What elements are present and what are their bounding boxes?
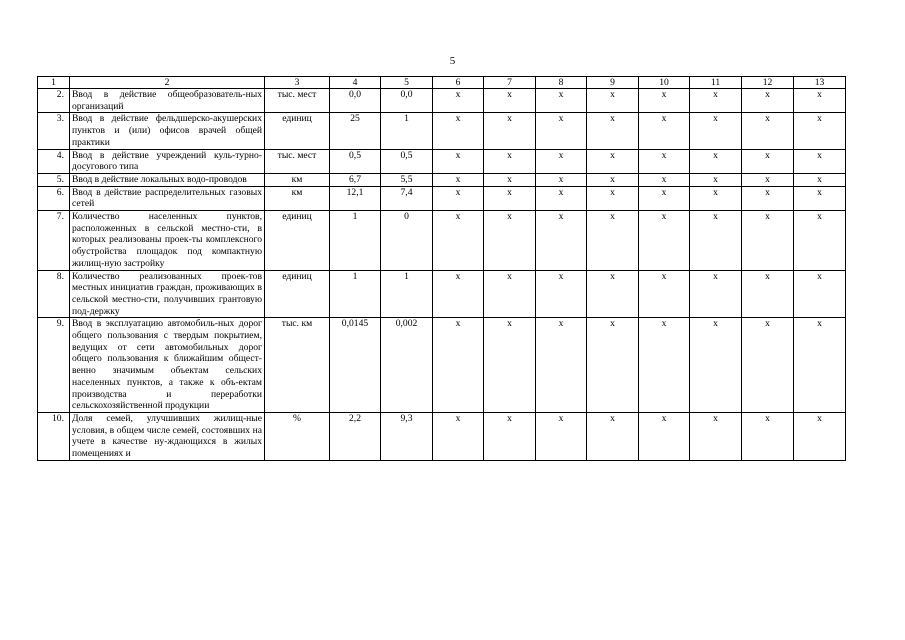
value-col13: x [794, 318, 846, 413]
value-col9: x [587, 211, 639, 271]
row-number: 4. [38, 149, 70, 173]
table-row [38, 173, 846, 186]
value-col5: 0,0 [381, 89, 433, 113]
value-col5: 5,5 [381, 173, 433, 186]
unit-cell: тыс. мест [265, 149, 330, 173]
unit-cell: единиц [265, 113, 330, 149]
indicator-name: Количество населенных пунктов, расположенных в сельской местно-сти, в которых реализованы проек-ты комплексного обустройства площадок под компактную жилищ-ную застройку [70, 211, 265, 271]
value-col8: x [536, 149, 587, 173]
value-col6: x [433, 89, 484, 113]
row-number: 6. [38, 186, 70, 210]
value-col11: x [690, 211, 742, 271]
value-col10: x [639, 211, 690, 271]
value-col10: x [639, 270, 690, 318]
indicator-name: Количество реализованных проек-тов местных инициатив граждан, проживающих в сельской местно-сти, получивших грантовую под-держку [70, 270, 265, 318]
value-col7: x [484, 186, 536, 210]
column-header: 8 [536, 77, 587, 89]
value-col11: x [690, 113, 742, 149]
value-col6: x [433, 211, 484, 271]
value-col12: x [742, 149, 794, 173]
indicator-name: Доля семей, улучшивших жилищ-ные условия, в общем числе семей, состоявших на учете в качестве ну-ждающихся в жилых помещениях и [70, 412, 265, 460]
value-col9: x [587, 173, 639, 186]
value-col7: x [484, 149, 536, 173]
value-col4: 6,7 [330, 173, 381, 186]
value-col12: x [742, 270, 794, 318]
value-col5: 7,4 [381, 186, 433, 210]
value-col4: 0,0145 [330, 318, 381, 413]
row-number: 2. [38, 89, 70, 113]
indicator-name: Ввод в действие распределительных газовых сетей [70, 186, 265, 210]
unit-cell: % [265, 412, 330, 460]
value-col6: x [433, 318, 484, 413]
column-header: 4 [330, 77, 381, 89]
value-col5: 0,002 [381, 318, 433, 413]
column-header: 11 [690, 77, 742, 89]
table-row [38, 89, 846, 113]
value-col6: x [433, 149, 484, 173]
indicator-name: Ввод в действие локальных водо-проводов [70, 173, 265, 186]
value-col4: 2,2 [330, 412, 381, 460]
table-row [38, 318, 846, 413]
value-col10: x [639, 412, 690, 460]
value-col11: x [690, 270, 742, 318]
unit-cell: тыс. мест [265, 89, 330, 113]
value-col6: x [433, 113, 484, 149]
table-row [38, 270, 846, 318]
row-number: 10. [38, 412, 70, 460]
column-header: 7 [484, 77, 536, 89]
value-col10: x [639, 318, 690, 413]
value-col6: x [433, 173, 484, 186]
value-col9: x [587, 270, 639, 318]
value-col13: x [794, 173, 846, 186]
value-col4: 12,1 [330, 186, 381, 210]
column-number-row [38, 77, 846, 89]
value-col13: x [794, 211, 846, 271]
indicator-name: Ввод в действие фельдшерско-акушерских пунктов и (или) офисов врачей общей практики [70, 113, 265, 149]
value-col13: x [794, 186, 846, 210]
value-col6: x [433, 270, 484, 318]
row-number: 8. [38, 270, 70, 318]
value-col5: 0 [381, 211, 433, 271]
value-col12: x [742, 186, 794, 210]
value-col12: x [742, 173, 794, 186]
value-col13: x [794, 89, 846, 113]
value-col9: x [587, 113, 639, 149]
page-number: 5 [449, 55, 456, 67]
value-col8: x [536, 186, 587, 210]
value-col8: x [536, 412, 587, 460]
value-col11: x [690, 89, 742, 113]
unit-cell: км [265, 186, 330, 210]
value-col5: 0,5 [381, 149, 433, 173]
value-col4: 1 [330, 270, 381, 318]
value-col4: 1 [330, 211, 381, 271]
column-header: 13 [794, 77, 846, 89]
value-col9: x [587, 412, 639, 460]
unit-cell: км [265, 173, 330, 186]
value-col7: x [484, 89, 536, 113]
value-col6: x [433, 186, 484, 210]
value-col10: x [639, 186, 690, 210]
table-row [38, 412, 846, 460]
table-row [38, 113, 846, 149]
value-col8: x [536, 211, 587, 271]
value-col4: 25 [330, 113, 381, 149]
column-header: 5 [381, 77, 433, 89]
table-row [38, 149, 846, 173]
column-header: 9 [587, 77, 639, 89]
indicator-name: Ввод в эксплуатацию автомобиль-ных дорог общего пользования с твердым покрытием, ведущих от сети автомобильных дорог общего пользования к ближайшим общест-венно значимым объектам сельских населенных пунктов, а также к объ-ектам производства и переработки сельскохозяйственной продукции [70, 318, 265, 413]
value-col8: x [536, 270, 587, 318]
row-number: 3. [38, 113, 70, 149]
table-row [38, 211, 846, 271]
column-header: 12 [742, 77, 794, 89]
value-col8: x [536, 318, 587, 413]
value-col4: 0,5 [330, 149, 381, 173]
value-col5: 1 [381, 113, 433, 149]
value-col7: x [484, 113, 536, 149]
value-col9: x [587, 318, 639, 413]
unit-cell: единиц [265, 270, 330, 318]
indicators-table [37, 76, 846, 461]
value-col7: x [484, 211, 536, 271]
value-col13: x [794, 149, 846, 173]
unit-cell: тыс. км [265, 318, 330, 413]
value-col12: x [742, 113, 794, 149]
value-col13: x [794, 113, 846, 149]
column-header: 6 [433, 77, 484, 89]
value-col11: x [690, 173, 742, 186]
value-col9: x [587, 186, 639, 210]
value-col5: 9,3 [381, 412, 433, 460]
column-header: 10 [639, 77, 690, 89]
indicator-name: Ввод в действие общеобразователь-ных организаций [70, 89, 265, 113]
column-header: 1 [38, 77, 70, 89]
value-col10: x [639, 173, 690, 186]
column-header: 2 [70, 77, 265, 89]
value-col7: x [484, 173, 536, 186]
value-col13: x [794, 412, 846, 460]
table-row [38, 186, 846, 210]
value-col7: x [484, 318, 536, 413]
value-col11: x [690, 149, 742, 173]
column-header: 3 [265, 77, 330, 89]
value-col12: x [742, 412, 794, 460]
value-col5: 1 [381, 270, 433, 318]
value-col12: x [742, 211, 794, 271]
value-col10: x [639, 149, 690, 173]
value-col13: x [794, 270, 846, 318]
indicator-name: Ввод в действие учреждений куль-турно-досугового типа [70, 149, 265, 173]
row-number: 9. [38, 318, 70, 413]
row-number: 7. [38, 211, 70, 271]
value-col6: x [433, 412, 484, 460]
value-col8: x [536, 173, 587, 186]
value-col11: x [690, 186, 742, 210]
row-number: 5. [38, 173, 70, 186]
value-col7: x [484, 412, 536, 460]
value-col11: x [690, 318, 742, 413]
value-col10: x [639, 89, 690, 113]
value-col7: x [484, 270, 536, 318]
value-col10: x [639, 113, 690, 149]
unit-cell: единиц [265, 211, 330, 271]
value-col8: x [536, 89, 587, 113]
value-col11: x [690, 412, 742, 460]
value-col12: x [742, 89, 794, 113]
value-col4: 0,0 [330, 89, 381, 113]
value-col9: x [587, 149, 639, 173]
value-col8: x [536, 113, 587, 149]
value-col9: x [587, 89, 639, 113]
value-col12: x [742, 318, 794, 413]
